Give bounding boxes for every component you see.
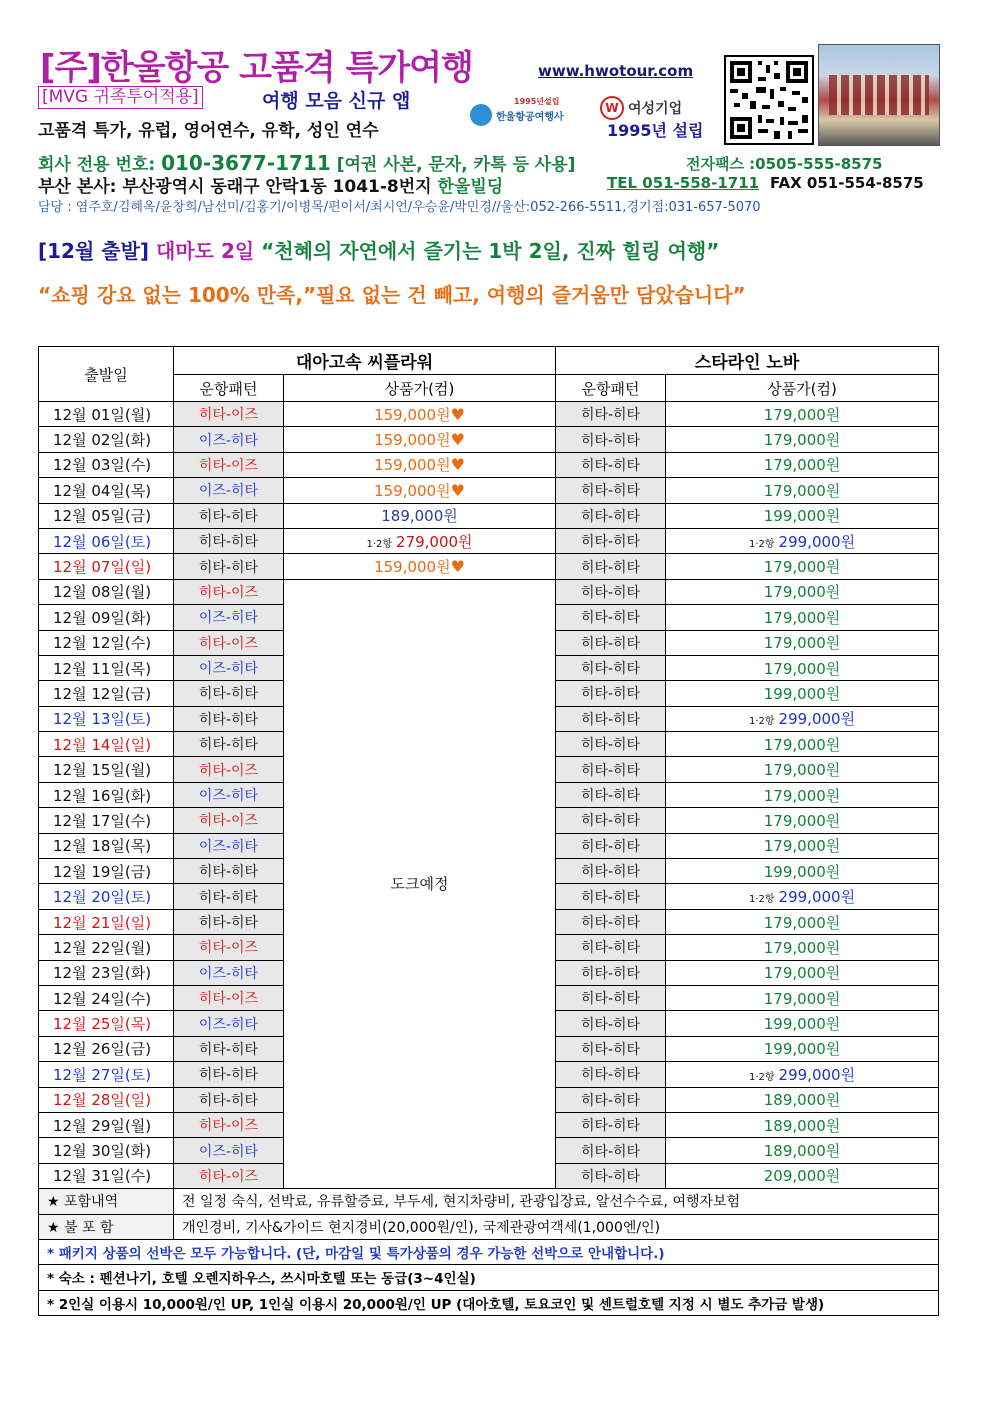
- departure-date: 12월 04일(목): [39, 478, 174, 503]
- ship1-pattern: 히타-이즈: [174, 808, 284, 833]
- ship1-pattern: 이즈-히타: [174, 1011, 284, 1036]
- globe-icon: [470, 104, 492, 126]
- departure-date: 12월 27일(토): [39, 1062, 174, 1087]
- ship2-pattern: 히타-히타: [556, 706, 666, 731]
- ship1-pattern: 히타-히타: [174, 554, 284, 579]
- ship2-pattern: 히타-히타: [556, 808, 666, 833]
- ship2-pattern: 히타-히타: [556, 1112, 666, 1137]
- ship2-pattern: 히타-히타: [556, 605, 666, 630]
- ship2-pattern: 히타-히타: [556, 833, 666, 858]
- includes-text: 전 일정 숙식, 선박료, 유류할증료, 부두세, 현지차량비, 관광입장료, 알선수수료, 여행자보험: [174, 1189, 939, 1214]
- table-row: [39, 503, 939, 528]
- route-note: 1·2항: [748, 716, 775, 728]
- table-row: [39, 528, 939, 553]
- price-value: 179,000원: [763, 558, 841, 577]
- ship2-pattern: 히타-히타: [556, 528, 666, 553]
- departure-date: 12월 08일(월): [39, 579, 174, 604]
- price-value: 159,000원: [374, 405, 451, 424]
- ship1-pattern: 이즈-히타: [174, 427, 284, 452]
- price-value: 179,000원: [763, 913, 841, 932]
- ship2-price: [666, 1036, 939, 1061]
- qr-code-icon[interactable]: [724, 55, 814, 145]
- ship2-price: [666, 1112, 939, 1137]
- ship2-pattern: 히타-히타: [556, 1087, 666, 1112]
- company-phone[interactable]: 010-3677-1711: [161, 151, 331, 175]
- departure-date: 12월 21일(일): [39, 909, 174, 934]
- ship2-pattern: 히타-히타: [556, 782, 666, 807]
- ship2-pattern: 히타-히타: [556, 503, 666, 528]
- ship2-pattern: 히타-히타: [556, 935, 666, 960]
- price-value: 179,000원: [763, 583, 841, 602]
- price-value: 189,000원: [763, 1091, 841, 1110]
- ship2-pattern: 히타-히타: [556, 478, 666, 503]
- table-row: [39, 427, 939, 452]
- ship2-price: [666, 681, 939, 706]
- ship2-price: [666, 732, 939, 757]
- ship2-price: [666, 808, 939, 833]
- table-row: [39, 579, 939, 604]
- departure-date: 12월 12일(금): [39, 681, 174, 706]
- ship2-pattern: 히타-히타: [556, 427, 666, 452]
- excludes-label: ★ 불 포 함: [39, 1214, 174, 1239]
- departure-date: 12월 19일(금): [39, 859, 174, 884]
- ship1-pattern: 히타-히타: [174, 503, 284, 528]
- ship1-pattern: 이즈-히타: [174, 655, 284, 680]
- ship1-price: [284, 452, 556, 477]
- ship2-pattern: 히타-히타: [556, 884, 666, 909]
- ship1-pattern: 히타-이즈: [174, 579, 284, 604]
- departure-date: 12월 16일(화): [39, 782, 174, 807]
- women-enterprise-logo: W 여성기업: [600, 96, 710, 120]
- price-value: 159,000원: [374, 481, 451, 500]
- ship2-pattern: 히타-히타: [556, 402, 666, 427]
- price-value: 179,000원: [763, 964, 841, 983]
- price-value: 299,000원: [778, 1065, 856, 1084]
- women-enterprise-icon: W: [600, 96, 624, 120]
- ship1-pattern: 히타-히타: [174, 681, 284, 706]
- ship2-price: [666, 427, 939, 452]
- ship1-pattern: 이즈-히타: [174, 960, 284, 985]
- ship1-pattern: 히타-이즈: [174, 1163, 284, 1188]
- price-value: 199,000원: [763, 1015, 841, 1034]
- ship1-pattern: 이즈-히타: [174, 1138, 284, 1163]
- route-note: 1·2항: [748, 894, 775, 906]
- ship1-pattern: 히타-히타: [174, 706, 284, 731]
- ship1-pattern: 히타-이즈: [174, 402, 284, 427]
- ship2-pattern: 히타-히타: [556, 452, 666, 477]
- price-value: 189,000원: [381, 507, 458, 526]
- departure-date: 12월 03일(수): [39, 452, 174, 477]
- departure-date: 12월 26일(금): [39, 1036, 174, 1061]
- departure-date: 12월 28일(일): [39, 1087, 174, 1112]
- heart-icon: ♥: [450, 430, 465, 450]
- price-value: 199,000원: [763, 507, 841, 526]
- ship2-pattern: 히타-히타: [556, 655, 666, 680]
- ship1-pattern: 히타-이즈: [174, 935, 284, 960]
- departure-date: 12월 30일(화): [39, 1138, 174, 1163]
- ship1-price: [284, 528, 556, 553]
- price-value: 189,000원: [763, 1142, 841, 1161]
- ship2-price: [666, 757, 939, 782]
- excludes-text: 개인경비, 기사&가이드 현지경비(20,000원/인), 국제관광여객세(1,000엔/인): [174, 1214, 939, 1239]
- ship2-price: [666, 452, 939, 477]
- departure-date-header: 출발일: [39, 347, 174, 402]
- price-value: 189,000원: [763, 1116, 841, 1135]
- price-value: 159,000원: [374, 456, 451, 475]
- ship2-price: [666, 960, 939, 985]
- price-value: 299,000원: [778, 532, 856, 551]
- route-note: 1·2항: [748, 1071, 775, 1083]
- ship1-pattern-header: 운항패턴: [174, 375, 284, 402]
- ship2-price: [666, 909, 939, 934]
- includes-label: ★ 포함내역: [39, 1189, 174, 1214]
- ship2-price: [666, 402, 939, 427]
- ship1-price: [284, 503, 556, 528]
- ship2-price: [666, 833, 939, 858]
- ship2-price: [666, 859, 939, 884]
- note-room-upgrade: * 2인실 이용시 10,000원/인 UP, 1인실 이용시 20,000원/인 UP (대아호텔, 토요코인 및 센트럴호텔 지정 시 별도 추가금 발생): [39, 1290, 939, 1315]
- ship1-pattern: 히타-히타: [174, 528, 284, 553]
- ship1-pattern: 히타-히타: [174, 1062, 284, 1087]
- founded-year: 1995년 설립: [607, 121, 704, 140]
- ship1-pattern: 히타-히타: [174, 909, 284, 934]
- route-note: 1·2항: [366, 538, 393, 550]
- price-value: 179,000원: [763, 659, 841, 678]
- ship1-header: 대아고속 씨플라워: [174, 347, 556, 375]
- ship1-pattern: 히타-이즈: [174, 452, 284, 477]
- ship2-pattern: 히타-히타: [556, 554, 666, 579]
- price-value: 299,000원: [778, 888, 856, 907]
- ship2-price: [666, 528, 939, 553]
- price-value: 199,000원: [763, 1040, 841, 1059]
- departure-date: 12월 14일(일): [39, 732, 174, 757]
- office-tel[interactable]: TEL 051-558-1711: [607, 174, 760, 192]
- mvg-badge: [MVG 귀족투어적용]: [38, 86, 203, 109]
- company-phone-line: 회사 전용 번호: 010-3677-1711 [여권 사본, 문자, 카톡 등 사용]: [38, 151, 576, 175]
- price-value: 179,000원: [763, 938, 841, 957]
- ship1-pattern: 이즈-히타: [174, 782, 284, 807]
- schedule-table: [38, 346, 939, 1316]
- ship2-pattern: 히타-히타: [556, 681, 666, 706]
- ship1-price-header: 상품가(컴): [284, 375, 556, 402]
- departure-date: 12월 17일(수): [39, 808, 174, 833]
- ship2-pattern: 히타-히타: [556, 1011, 666, 1036]
- heart-icon: ♥: [450, 557, 465, 577]
- note-lodging: * 숙소 : 펜션나기, 호텔 오렌지하우스, 쓰시마호텔 또는 동급(3~4인실): [39, 1265, 939, 1290]
- ship2-price: [666, 782, 939, 807]
- departure-date: 12월 05일(금): [39, 503, 174, 528]
- price-value: 299,000원: [778, 710, 856, 729]
- price-value: 159,000원: [374, 431, 451, 450]
- departure-date: 12월 15일(월): [39, 757, 174, 782]
- departure-date: 12월 24일(수): [39, 985, 174, 1010]
- ship1-pattern: 히타-이즈: [174, 985, 284, 1010]
- price-value: 179,000원: [763, 431, 841, 450]
- price-value: 179,000원: [763, 811, 841, 830]
- ship2-price: [666, 554, 939, 579]
- price-value: 179,000원: [763, 989, 841, 1008]
- departure-date: 12월 22일(월): [39, 935, 174, 960]
- ship1-pattern: 이즈-히타: [174, 478, 284, 503]
- ship1-pattern: 히타-이즈: [174, 630, 284, 655]
- departure-date: 12월 09일(화): [39, 605, 174, 630]
- ship2-price: [666, 503, 939, 528]
- ship2-price: [666, 655, 939, 680]
- ship2-price: [666, 605, 939, 630]
- departure-date: 12월 29일(월): [39, 1112, 174, 1137]
- ship1-price: [284, 478, 556, 503]
- price-value: 199,000원: [763, 684, 841, 703]
- ship2-pattern: 히타-히타: [556, 757, 666, 782]
- departure-date: 12월 23일(화): [39, 960, 174, 985]
- ship1-price: [284, 402, 556, 427]
- heart-icon: ♥: [450, 404, 465, 424]
- tour-headline: [12월 출발] 대마도 2일 “천혜의 자연에서 즐기는 1박 2일, 진짜 힐링 여행”: [38, 239, 720, 263]
- ship1-pattern: 히타-히타: [174, 859, 284, 884]
- ship2-pattern: 히타-히타: [556, 1062, 666, 1087]
- hanwool-logo: 1995년설립 한울항공여행사: [470, 96, 595, 130]
- departure-date: 12월 13일(토): [39, 706, 174, 731]
- price-value: 179,000원: [763, 761, 841, 780]
- departure-date: 12월 12일(수): [39, 630, 174, 655]
- price-value: 199,000원: [763, 862, 841, 881]
- ship1-pattern: 히타-이즈: [174, 1112, 284, 1137]
- departure-date: 12월 11일(목): [39, 655, 174, 680]
- price-value: 209,000원: [763, 1167, 841, 1186]
- price-value: 159,000원: [374, 558, 451, 577]
- ship2-price: [666, 1087, 939, 1112]
- ship1-pattern: 이즈-히타: [174, 833, 284, 858]
- ship2-price: [666, 1011, 939, 1036]
- price-value: 179,000원: [763, 608, 841, 627]
- head-office-address: 부산 본사: 부산광역시 동래구 안락1동 1041-8번지 한울빌딩: [38, 177, 504, 197]
- staff-list: 담당 : 염주호/김혜옥/윤창희/남선미/김홍기/이병목/편이서/최시언/우승윤/박민경//울산:052-266-5511,경기점:031-657-5070: [38, 200, 761, 215]
- service-subtitle: 고품격 특가, 유럽, 영어연수, 유학, 성인 연수: [38, 121, 379, 141]
- price-value: 179,000원: [763, 786, 841, 805]
- price-value: 179,000원: [763, 456, 841, 475]
- ship2-price: [666, 884, 939, 909]
- ship2-price: [666, 1163, 939, 1188]
- ship2-pattern: 히타-히타: [556, 1138, 666, 1163]
- ship1-pattern: 이즈-히타: [174, 605, 284, 630]
- ship2-price-header: 상품가(컴): [666, 375, 939, 402]
- ship2-pattern: 히타-히타: [556, 909, 666, 934]
- departure-date: 12월 07일(일): [39, 554, 174, 579]
- table-row: [39, 554, 939, 579]
- ship1-price: [284, 427, 556, 452]
- ship2-pattern: 히타-히타: [556, 960, 666, 985]
- ship2-price: [666, 1138, 939, 1163]
- ship1-pattern: 히타-이즈: [174, 757, 284, 782]
- ship2-header: 스타라인 노바: [556, 347, 939, 375]
- table-row: [39, 402, 939, 427]
- e-fax: 전자팩스 :0505-555-8575: [686, 155, 883, 173]
- ship2-price: [666, 935, 939, 960]
- ship2-price: [666, 985, 939, 1010]
- ship2-pattern: 히타-히타: [556, 630, 666, 655]
- tour-slogan: “쇼핑 강요 없는 100% 만족,”필요 없는 건 빼고, 여행의 즐거움만 담았습니다”: [38, 283, 746, 307]
- ship2-pattern: 히타-히타: [556, 1163, 666, 1188]
- departure-date: 12월 06일(토): [39, 528, 174, 553]
- company-title: [주]한울항공 고품격 특가여행: [40, 48, 473, 88]
- note-ship: * 패키지 상품의 선박은 모두 가능합니다. (단, 마감일 및 특가상품의 경우 가능한 선박으로 안내합니다.): [39, 1239, 939, 1264]
- route-note: 1·2항: [748, 538, 775, 550]
- departure-date: 12월 01일(월): [39, 402, 174, 427]
- ship2-pattern: 히타-히타: [556, 859, 666, 884]
- price-value: 179,000원: [763, 735, 841, 754]
- departure-date: 12월 31일(수): [39, 1163, 174, 1188]
- ship1-pattern: 히타-히타: [174, 1036, 284, 1061]
- ship1-pattern: 히타-히타: [174, 732, 284, 757]
- dock-notice: 도크예정: [284, 579, 556, 1188]
- ship1-pattern: 히타-히타: [174, 1087, 284, 1112]
- app-label: 여행 모음 신규 앱: [262, 90, 411, 112]
- price-value: 279,000원: [396, 532, 473, 551]
- departure-date: 12월 20일(토): [39, 884, 174, 909]
- price-value: 179,000원: [763, 481, 841, 500]
- ship2-pattern: 히타-히타: [556, 985, 666, 1010]
- building-photo: [818, 44, 940, 146]
- website-link[interactable]: www.hwotour.com: [538, 62, 694, 80]
- ship2-pattern: 히타-히타: [556, 579, 666, 604]
- ship2-price: [666, 1062, 939, 1087]
- ship2-pattern: 히타-히타: [556, 1036, 666, 1061]
- ship1-pattern: 히타-히타: [174, 884, 284, 909]
- departure-date: 12월 25일(목): [39, 1011, 174, 1036]
- ship2-price: [666, 630, 939, 655]
- ship2-pattern-header: 운항패턴: [556, 375, 666, 402]
- price-value: 179,000원: [763, 634, 841, 653]
- office-fax: FAX 051-554-8575: [770, 174, 924, 192]
- table-row: [39, 478, 939, 503]
- ship2-price: [666, 706, 939, 731]
- table-row: [39, 452, 939, 477]
- ship2-price: [666, 579, 939, 604]
- ship1-price: [284, 554, 556, 579]
- price-value: 179,000원: [763, 405, 841, 424]
- heart-icon: ♥: [450, 480, 465, 500]
- price-value: 179,000원: [763, 837, 841, 856]
- departure-date: 12월 02일(화): [39, 427, 174, 452]
- heart-icon: ♥: [450, 455, 465, 475]
- ship2-price: [666, 478, 939, 503]
- departure-date: 12월 18일(목): [39, 833, 174, 858]
- ship2-pattern: 히타-히타: [556, 732, 666, 757]
